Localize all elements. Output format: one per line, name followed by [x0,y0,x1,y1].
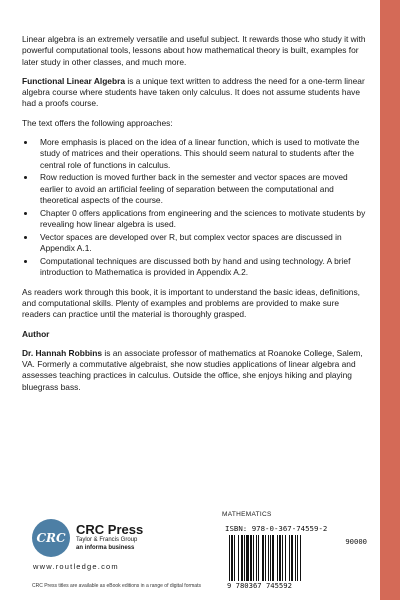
list-item: • Chapter 0 offers applications from engineering and the sciences to motivate students by revealing how linear algebra is used. [36,208,368,231]
description-paragraph [22,76,368,110]
author-bio-text: is an associate professor of mathematics at Roanoke College, Salem, VA. Formerly a commutative algebraist, she now studies applications of linear algebra and assesses teaching practices in calculus. Outside the office, she enjoys hiking and playing bluegrass bass. [22,347,363,392]
list-item: • Vector spaces are developed over R, but complex vector spaces are discussed in Appendix A.1. [36,232,368,255]
closing-paragraph: As readers work through this book, it is important to understand the basic ideas, definitions, and computational skills. Plenty of examples and problems are provided to make sure readers can practice until the material is thoroughly grasped. [22,286,360,320]
intro-paragraph: Linear algebra is an extremely versatile and useful subject. It rewards those who study it with powerful computational tools, lessons about how mathematical theory is built, examples for later study in other classes, and much more. [22,34,366,67]
barcode-number: 9 780367 745592 [227,581,292,590]
approaches-list [22,137,368,279]
cover-footer [0,505,400,600]
publisher-group: Taylor & Francis Group [76,537,138,543]
book-title: Functional Linear Algebra [22,75,125,86]
barcode-box [221,523,369,595]
back-cover-text [22,34,368,401]
publisher-tagline: an informa business [76,544,135,551]
author-heading: Author [22,328,50,339]
barcode-icon [229,535,329,581]
publisher-logo [32,519,207,563]
author-name: Dr. Hannah Robbins [22,347,103,358]
publisher-name: CRC Press [76,522,144,537]
price-code: 90000 [345,537,367,546]
ebook-fineprint: CRC Press titles are available as eBook editions in a range of digital formats [32,583,201,589]
description-text: is a unique text written to address the need for a one-term linear algebra course where students have taken only calculus. It does not assume students have had a proofs course. [22,75,365,109]
approaches-intro: The text offers the following approaches: [22,117,173,128]
subject-label: MATHEMATICS [222,511,272,518]
isbn-text: ISBN: 978-0-367-74559-2 [225,524,328,533]
author-bio [22,348,368,393]
list-item: • More emphasis is placed on the idea of a linear function, which is used to motivate the study of matrices and their operations. This should seem natural to students after the central role of functions in calculus. [36,137,368,171]
crc-logo-icon: CRC [32,519,70,557]
publisher-website: www.routledge.com [33,562,119,571]
list-item: • Computational techniques are discussed both by hand and using technology. A brief introduction to Mathematica is provided in Appendix A.2. [36,256,368,279]
list-item: • Row reduction is moved further back in the semester and vector spaces are moved earlier to avoid an artificial feeling of separation between the computational and theoretical aspects of the course. [36,172,368,206]
